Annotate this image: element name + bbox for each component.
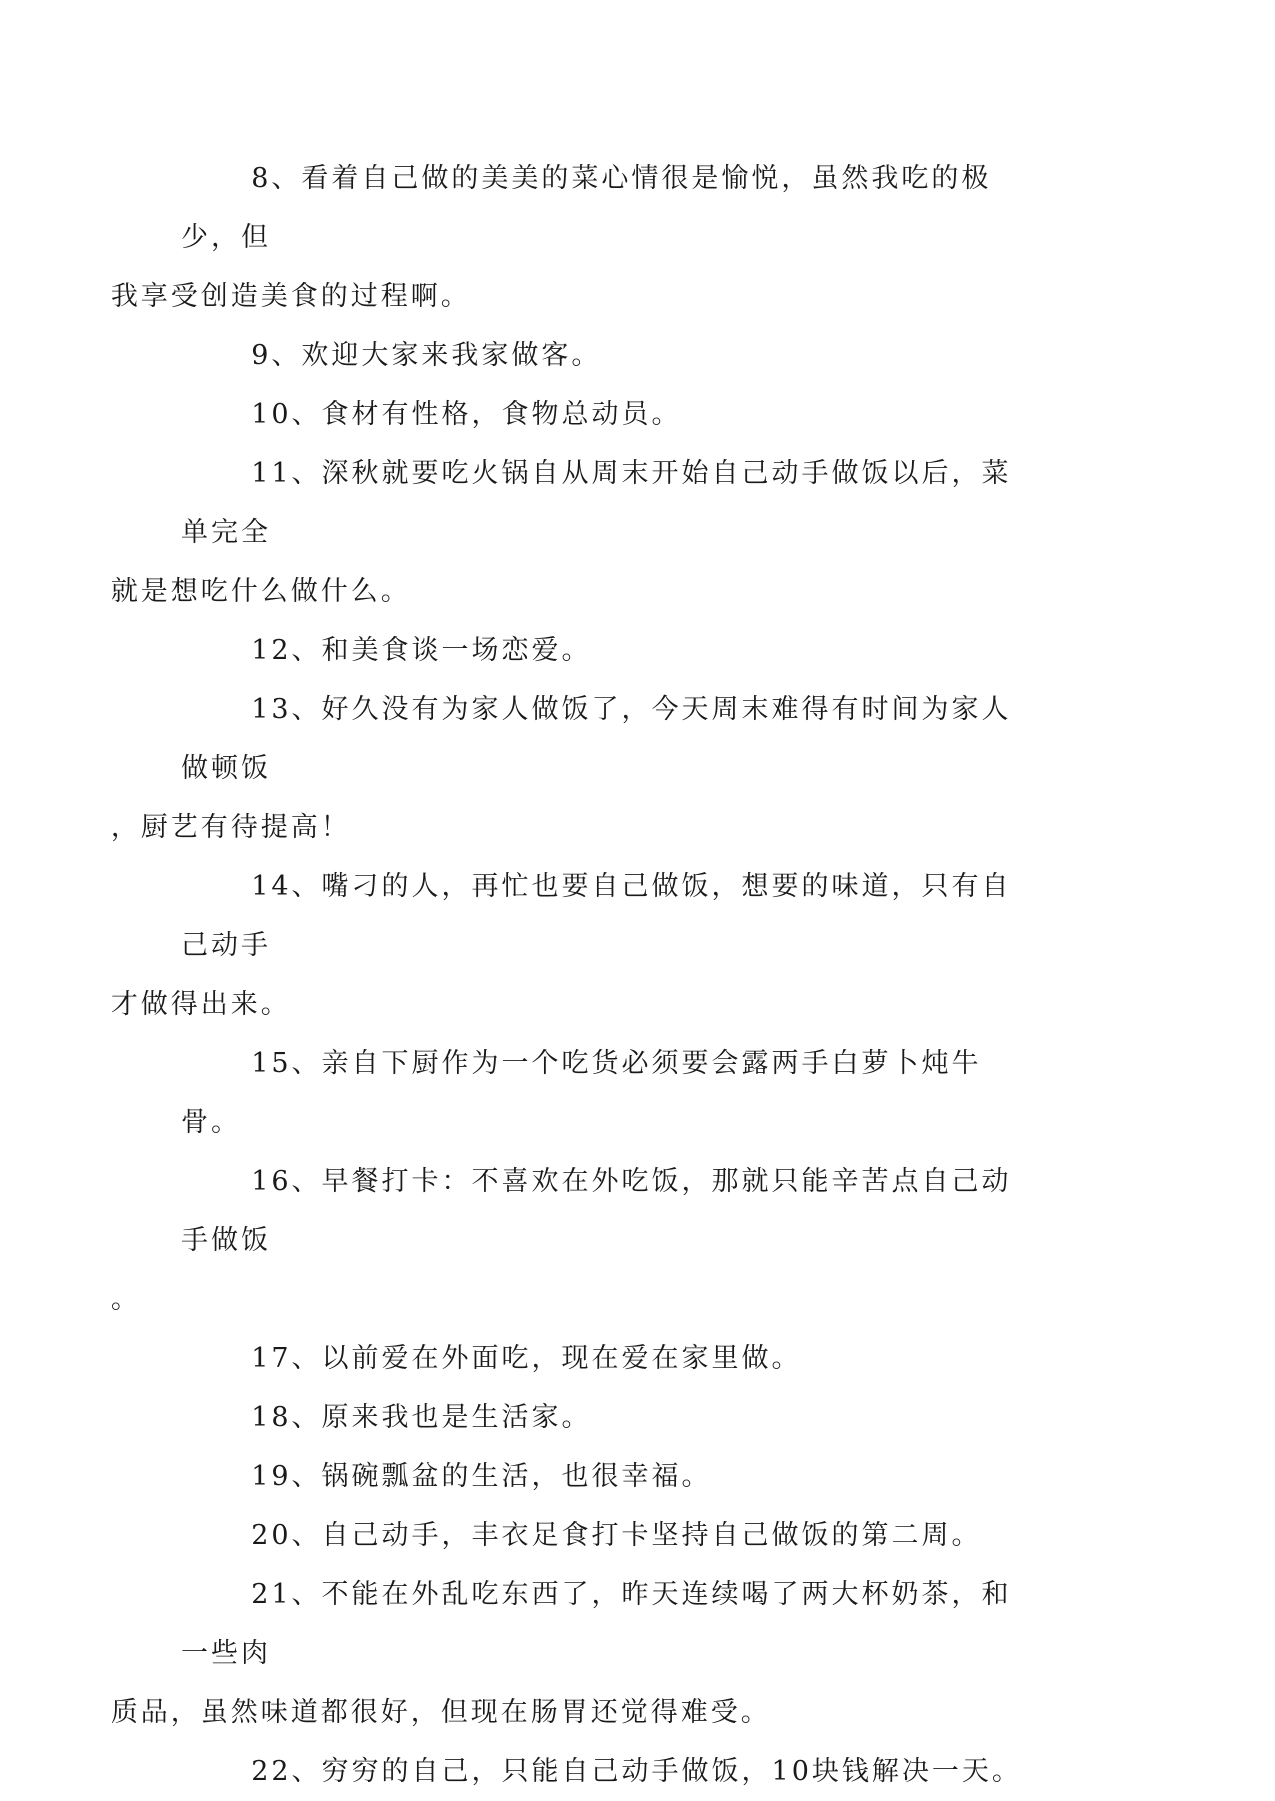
paragraph-line: 22、穷穷的自己，只能自己动手做饭，10块钱解决一天。 [251,1756,1022,1787]
paragraph-15 [181,1034,1031,1152]
paragraph-21 [110,1565,1031,1742]
paragraph-18 [181,1388,1031,1447]
paragraph-line: 8、看着自己做的美美的菜心情很是愉悦，虽然我吃的极少，但 [181,163,992,253]
paragraph-line: 才做得出来。 [110,989,291,1020]
paragraph-20 [181,1506,1031,1565]
paragraph-line: 21、不能在外乱吃东西了，昨天连续喝了两大杯奶茶，和一些肉 [181,1579,1012,1669]
paragraph-8 [110,149,1031,326]
paragraph-line: 17、以前爱在外面吃，现在爱在家里做。 [251,1343,802,1374]
paragraph-line: 18、原来我也是生活家。 [251,1402,592,1433]
paragraph-line: 12、和美食谈一场恋爱。 [251,635,592,666]
paragraph-16 [110,1152,1031,1329]
paragraph-line: 就是想吃什么做什么。 [110,576,411,607]
paragraph-line: 15、亲自下厨作为一个吃货必须要会露两手白萝卜炖牛骨。 [181,1048,982,1138]
paragraph-19 [181,1447,1031,1506]
paragraph-line: 16、早餐打卡：不喜欢在外吃饭，那就只能辛苦点自己动手做饭 [181,1166,1012,1256]
paragraph-line: ，厨艺有待提高！ [110,812,351,843]
paragraph-line: 。 [110,1284,141,1315]
paragraph-line: 13、好久没有为家人做饭了，今天周末难得有时间为家人做顿饭 [181,694,1012,784]
paragraph-line: 10、食材有性格，食物总动员。 [251,399,682,430]
paragraph-line: 14、嘴刁的人，再忙也要自己做饭，想要的味道，只有自己动手 [181,871,1012,961]
paragraph-line: 11、深秋就要吃火锅自从周末开始自己动手做饭以后，菜单完全 [181,458,1012,548]
paragraph-13 [110,680,1031,857]
paragraph-line: 9、欢迎大家来我家做客。 [251,340,602,371]
paragraph-22 [181,1742,1031,1801]
paragraph-line: 我享受创造美食的过程啊。 [110,281,471,312]
paragraph-14 [110,857,1031,1034]
paragraph-12 [181,621,1031,680]
paragraph-9 [181,326,1031,385]
paragraph-line: 19、锅碗瓢盆的生活，也很幸福。 [251,1461,712,1492]
paragraph-10 [181,385,1031,444]
paragraph-line: 20、自己动手，丰衣足食打卡坚持自己做饭的第二周。 [251,1520,982,1551]
document-body [110,149,1031,1801]
paragraph-17 [181,1329,1031,1388]
paragraph-11 [110,444,1031,621]
paragraph-line: 质品，虽然味道都很好，但现在肠胃还觉得难受。 [110,1697,771,1728]
